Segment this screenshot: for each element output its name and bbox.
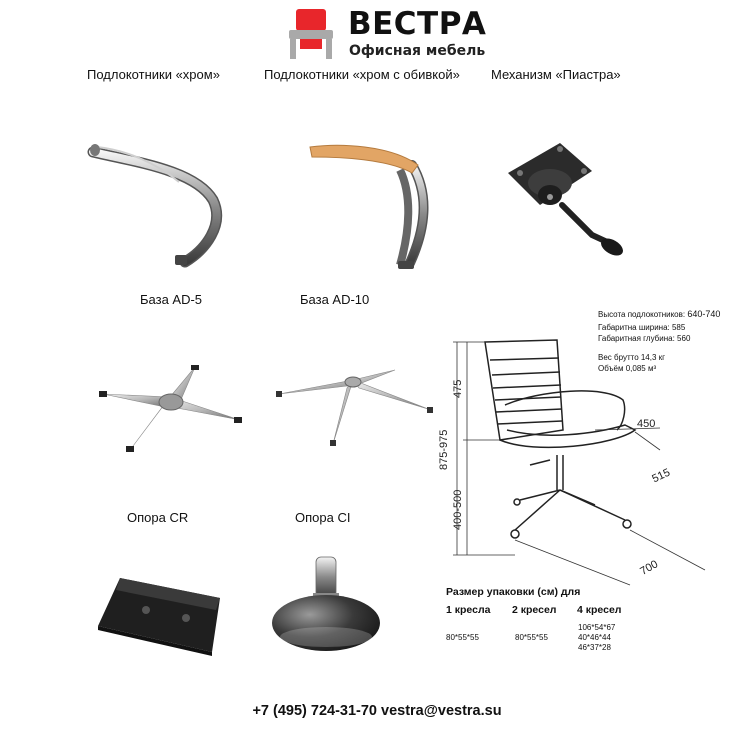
dim-total-height: 875-975 [438, 429, 450, 470]
caption-base-ad10: База AD-10 [300, 292, 370, 307]
packaging-header-2: 2 кресел [512, 604, 557, 616]
packaging-title: Размер упаковки (см) для [446, 586, 581, 598]
caption-armrest-chrome-upholstered: Подлокотники «хром с обивкой» [264, 67, 460, 82]
glide-cr-image [90, 570, 230, 655]
base-ad10-image [275, 362, 435, 447]
piastra-mechanism-image [500, 135, 640, 270]
contacts-line: +7 (495) 724-31-70 vestra@vestra.su [252, 703, 502, 719]
spec-armrest-height: Высота подлокотников: 640-740 [598, 309, 721, 319]
spec-depth: Габаритная глубина: 560 [598, 334, 691, 343]
spec-volume: Объём 0,085 м³ [598, 364, 657, 373]
brand-tagline: Офисная мебель [349, 43, 486, 59]
packaging-header-1: 1 кресла [446, 604, 491, 616]
caption-base-ad5: База AD-5 [140, 292, 203, 307]
dim-seat-width: 450 [637, 418, 656, 430]
armrest-chrome-image [85, 140, 230, 275]
spec-width: Габаритна ширина: 585 [598, 323, 686, 332]
packaging-value-2: 80*55*55 [515, 633, 548, 642]
caption-glide-cr: Опора CR [127, 510, 189, 525]
caption-glide-ci: Опора CI [295, 510, 351, 525]
base-ad5-image [95, 362, 245, 452]
brand-name: ВЕСТРА [348, 6, 487, 42]
chair-logo-icon [285, 8, 337, 60]
caption-armrest-chrome: Подлокотники «хром» [87, 67, 220, 82]
caption-piastra-mechanism: Механизм «Пиастра» [491, 67, 621, 82]
dim-seat-depth: 515 [650, 466, 673, 486]
packaging-value-1: 80*55*55 [446, 633, 479, 642]
chair-schematic-image [445, 330, 725, 585]
packaging-header-3: 4 кресел [577, 604, 622, 616]
dim-seat-height: 400-500 [452, 489, 464, 530]
armrest-upholstered-image [300, 135, 450, 275]
dim-base: 700 [638, 558, 661, 578]
packaging-value-3: 106*54*67 40*46*44 46*37*28 [578, 623, 616, 652]
dim-back-height: 475 [452, 379, 464, 398]
glide-ci-image [268, 555, 388, 655]
spec-gross-weight: Вес брутто 14,3 кг [598, 353, 666, 362]
